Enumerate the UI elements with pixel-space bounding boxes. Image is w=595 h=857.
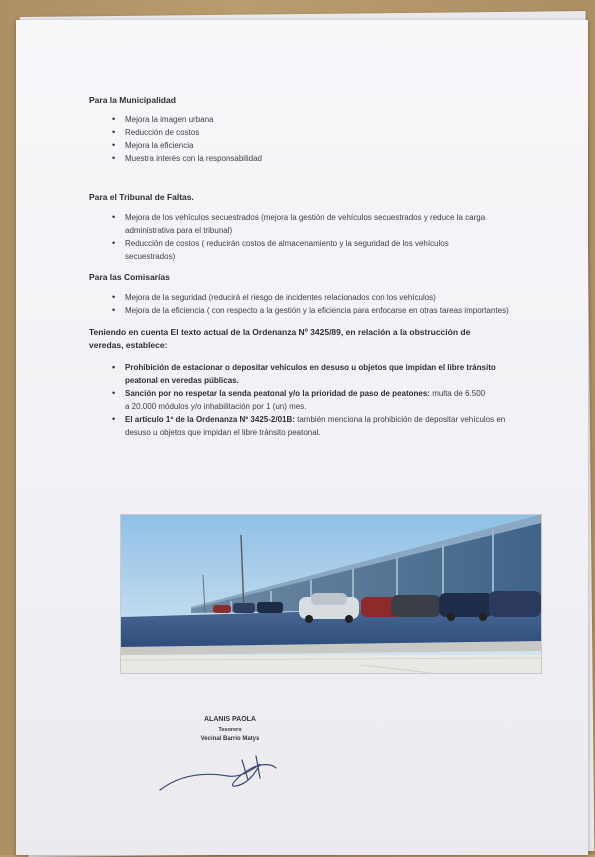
list-tribunal [89, 211, 529, 263]
list-ordenanza [89, 361, 529, 439]
list-item [89, 413, 529, 439]
list-item: • Mejora la imagen urbana [89, 113, 529, 126]
list-item: • Mejora de los vehículos secuestrados (mejora la gestión de vehículos secuestrados y reduce la carga administrativa para el tribunal) [89, 211, 529, 237]
ordenanza-sancion-text: multa de 6.500 a 20.000 módulos y/o inhabilitación por 1 (un) mes. [125, 389, 486, 411]
ordenanza-intro: Teniendo en cuenta El texto actual de la Ordenanza Nº 3425/89, en relación a la obstrucción de veredas, establece: [89, 327, 471, 350]
list-item: • Muestra interés con la responsabilidad [89, 152, 529, 165]
list-item: • Mejora de la eficiencia ( con respecto a la gestión y la eficiencia para enfocarse en otras tareas importantes) [89, 304, 529, 317]
signature-block [180, 716, 280, 742]
street-photo-image [121, 515, 541, 673]
list-item [89, 387, 529, 413]
ordenanza-articulo-text: también menciona la prohibición de depositar vehículos en desuso u objetos que impidan el libre tránsito peatonal. [125, 415, 506, 437]
signature-name: ALANIS PAOLA [204, 716, 256, 723]
list-item: • Mejora la eficiencia [89, 139, 529, 152]
document-page [16, 20, 588, 855]
list-item: • Reducción de costos [89, 126, 529, 139]
heading-municipalidad: Para la Municipalidad [89, 95, 176, 105]
street-photo [120, 514, 542, 674]
heading-tribunal: Para el Tribunal de Faltas. [89, 192, 194, 202]
list-item: • Reducción de costos ( reducirán costos de almacenamiento y la seguridad de los vehículos secuestrados) [89, 237, 529, 263]
list-municipalidad [89, 113, 529, 165]
handwritten-signature [156, 750, 296, 795]
heading-comisarias: Para las Comisarías [89, 272, 170, 282]
list-comisarias [89, 291, 529, 317]
ordenanza-articulo-label: El artículo 1º de la Ordenanza Nº 3425-2/01B: [125, 415, 295, 424]
list-item: • Mejora de la seguridad (reducirá el riesgo de incidentes relacionados con los vehículos) [89, 291, 529, 304]
signature-role: Vecinal Barrio Matys [200, 736, 260, 742]
signature-title: Tesorero [218, 727, 242, 733]
list-item: • Prohibición de estacionar o depositar vehículos en desuso u objetos que impidan el libre tránsito peatonal en veredas públicas. [89, 361, 529, 387]
document-body [89, 95, 529, 439]
ordenanza-sancion-label: Sanción por no respetar la senda peatonal y/o la prioridad de paso de peatones: [125, 389, 430, 398]
